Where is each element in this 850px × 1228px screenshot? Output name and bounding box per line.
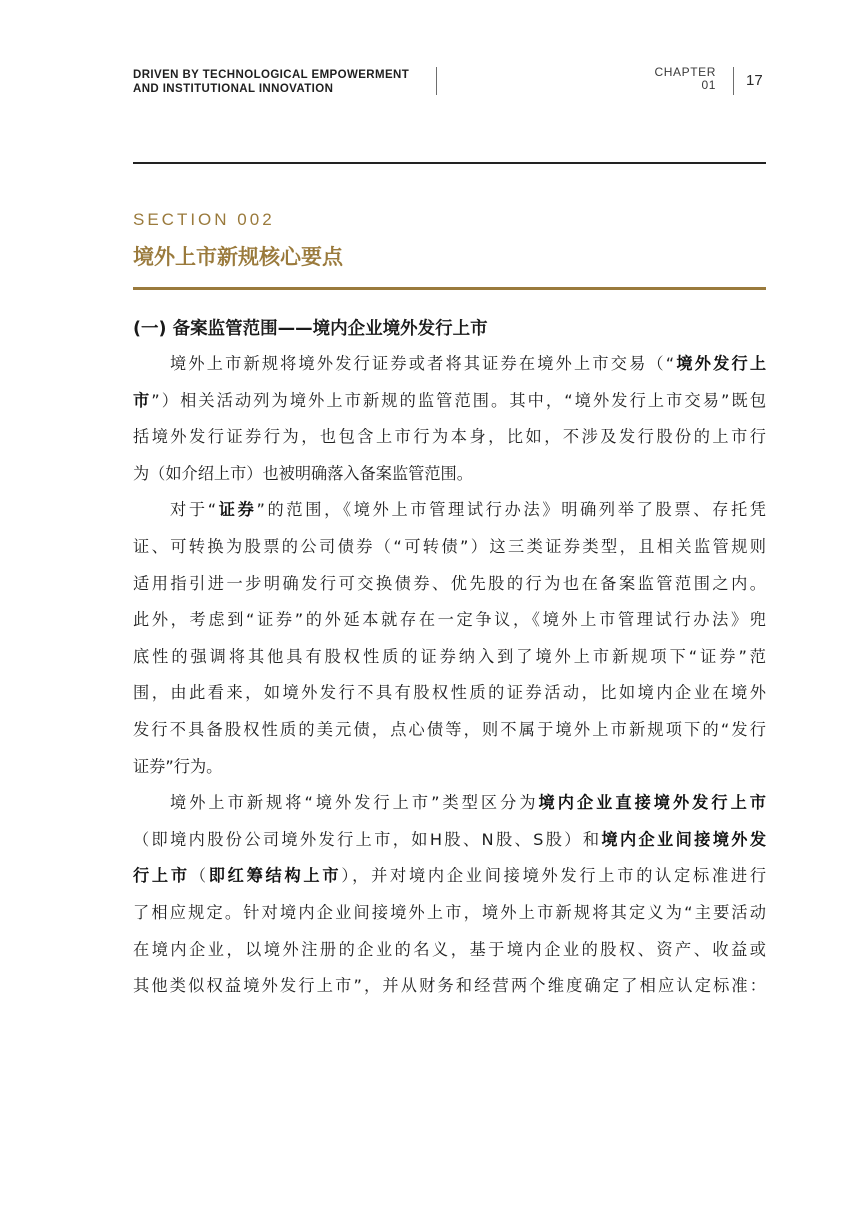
paragraph-line: 括境外发行证券行为，也包含上市行为本身，比如，不涉及发行股份的上市行 [133,427,766,447]
header-divider-right [733,67,734,95]
paragraph-line: 发行不具备股权性质的美元债，点心债等，则不属于境外上市新规项下的“发行 [133,719,766,739]
section-title: 境外上市新规核心要点 [133,245,343,269]
paragraph-line: （即境内股份公司境外发行上市，如H股、N股、S股）和境内企业间接境外发 [133,829,767,849]
paragraph-line: 其他类似权益境外发行上市”，并从财务和经营两个维度确定了相应认定标准： [133,976,766,996]
paragraph-line: 为（如介绍上市）也被明确落入备案监管范围。 [133,463,473,483]
paragraph-line: 行上市（即红筹结构上市），并对境内企业间接境外发行上市的认定标准进行 [133,866,767,886]
paragraph-line: 底性的强调将其他具有股权性质的证券纳入到了境外上市新规项下“证券”范 [133,646,766,666]
paragraph-line: 证券”行为。 [133,756,223,776]
paragraph-line: 证、可转换为股票的公司债券（“可转债”）这三类证券类型，且相关监管规则 [133,536,766,556]
chapter-marker [654,66,716,92]
section-rule [133,287,766,290]
chapter-number: 01 [701,78,716,92]
chapter-label: CHAPTER [654,65,716,79]
paragraph-line: 适用指引进一步明确发行可交换债券、优先股的行为也在备案监管范围之内。 [133,573,766,593]
page-number: 17 [746,72,763,89]
running-header-line1: DRIVEN BY TECHNOLOGICAL EMPOWERMENT [133,69,410,81]
section-label: SECTION 002 [133,210,275,229]
paragraph-line: 在境内企业，以境外注册的企业的名义，基于境内企业的股权、资产、收益或 [133,939,766,959]
running-header-line2: AND INSTITUTIONAL INNOVATION [133,83,334,95]
running-header [133,68,409,96]
paragraph-line: 围，由此看来，如境外发行不具有股权性质的证券活动，比如境内企业在境外 [133,683,766,703]
paragraph-line: 了相应规定。针对境内企业间接境外上市，境外上市新规将其定义为“主要活动 [133,902,766,922]
subsection-title: (一) 备案监管范围——境内企业境外发行上市 [133,319,488,339]
body-text [133,346,766,1005]
paragraph-line: 此外，考虑到“证券”的外延本就存在一定争议，《境外上市管理试行办法》兜 [133,610,766,630]
header-divider-left [436,67,437,95]
paragraph-line: 境外上市新规将境外发行证券或者将其证券在境外上市交易（“境外发行上 [170,354,767,373]
paragraph-line: 市”）相关活动列为境外上市新规的监管范围。其中，“境外发行上市交易”既包 [133,390,767,410]
header-rule [133,162,766,164]
paragraph-line: 对于“证券”的范围，《境外上市管理试行办法》明确列举了股票、存托凭 [170,500,766,520]
paragraph-line: 境外上市新规将“境外发行上市”类型区分为境内企业直接境外发行上市 [170,793,766,813]
